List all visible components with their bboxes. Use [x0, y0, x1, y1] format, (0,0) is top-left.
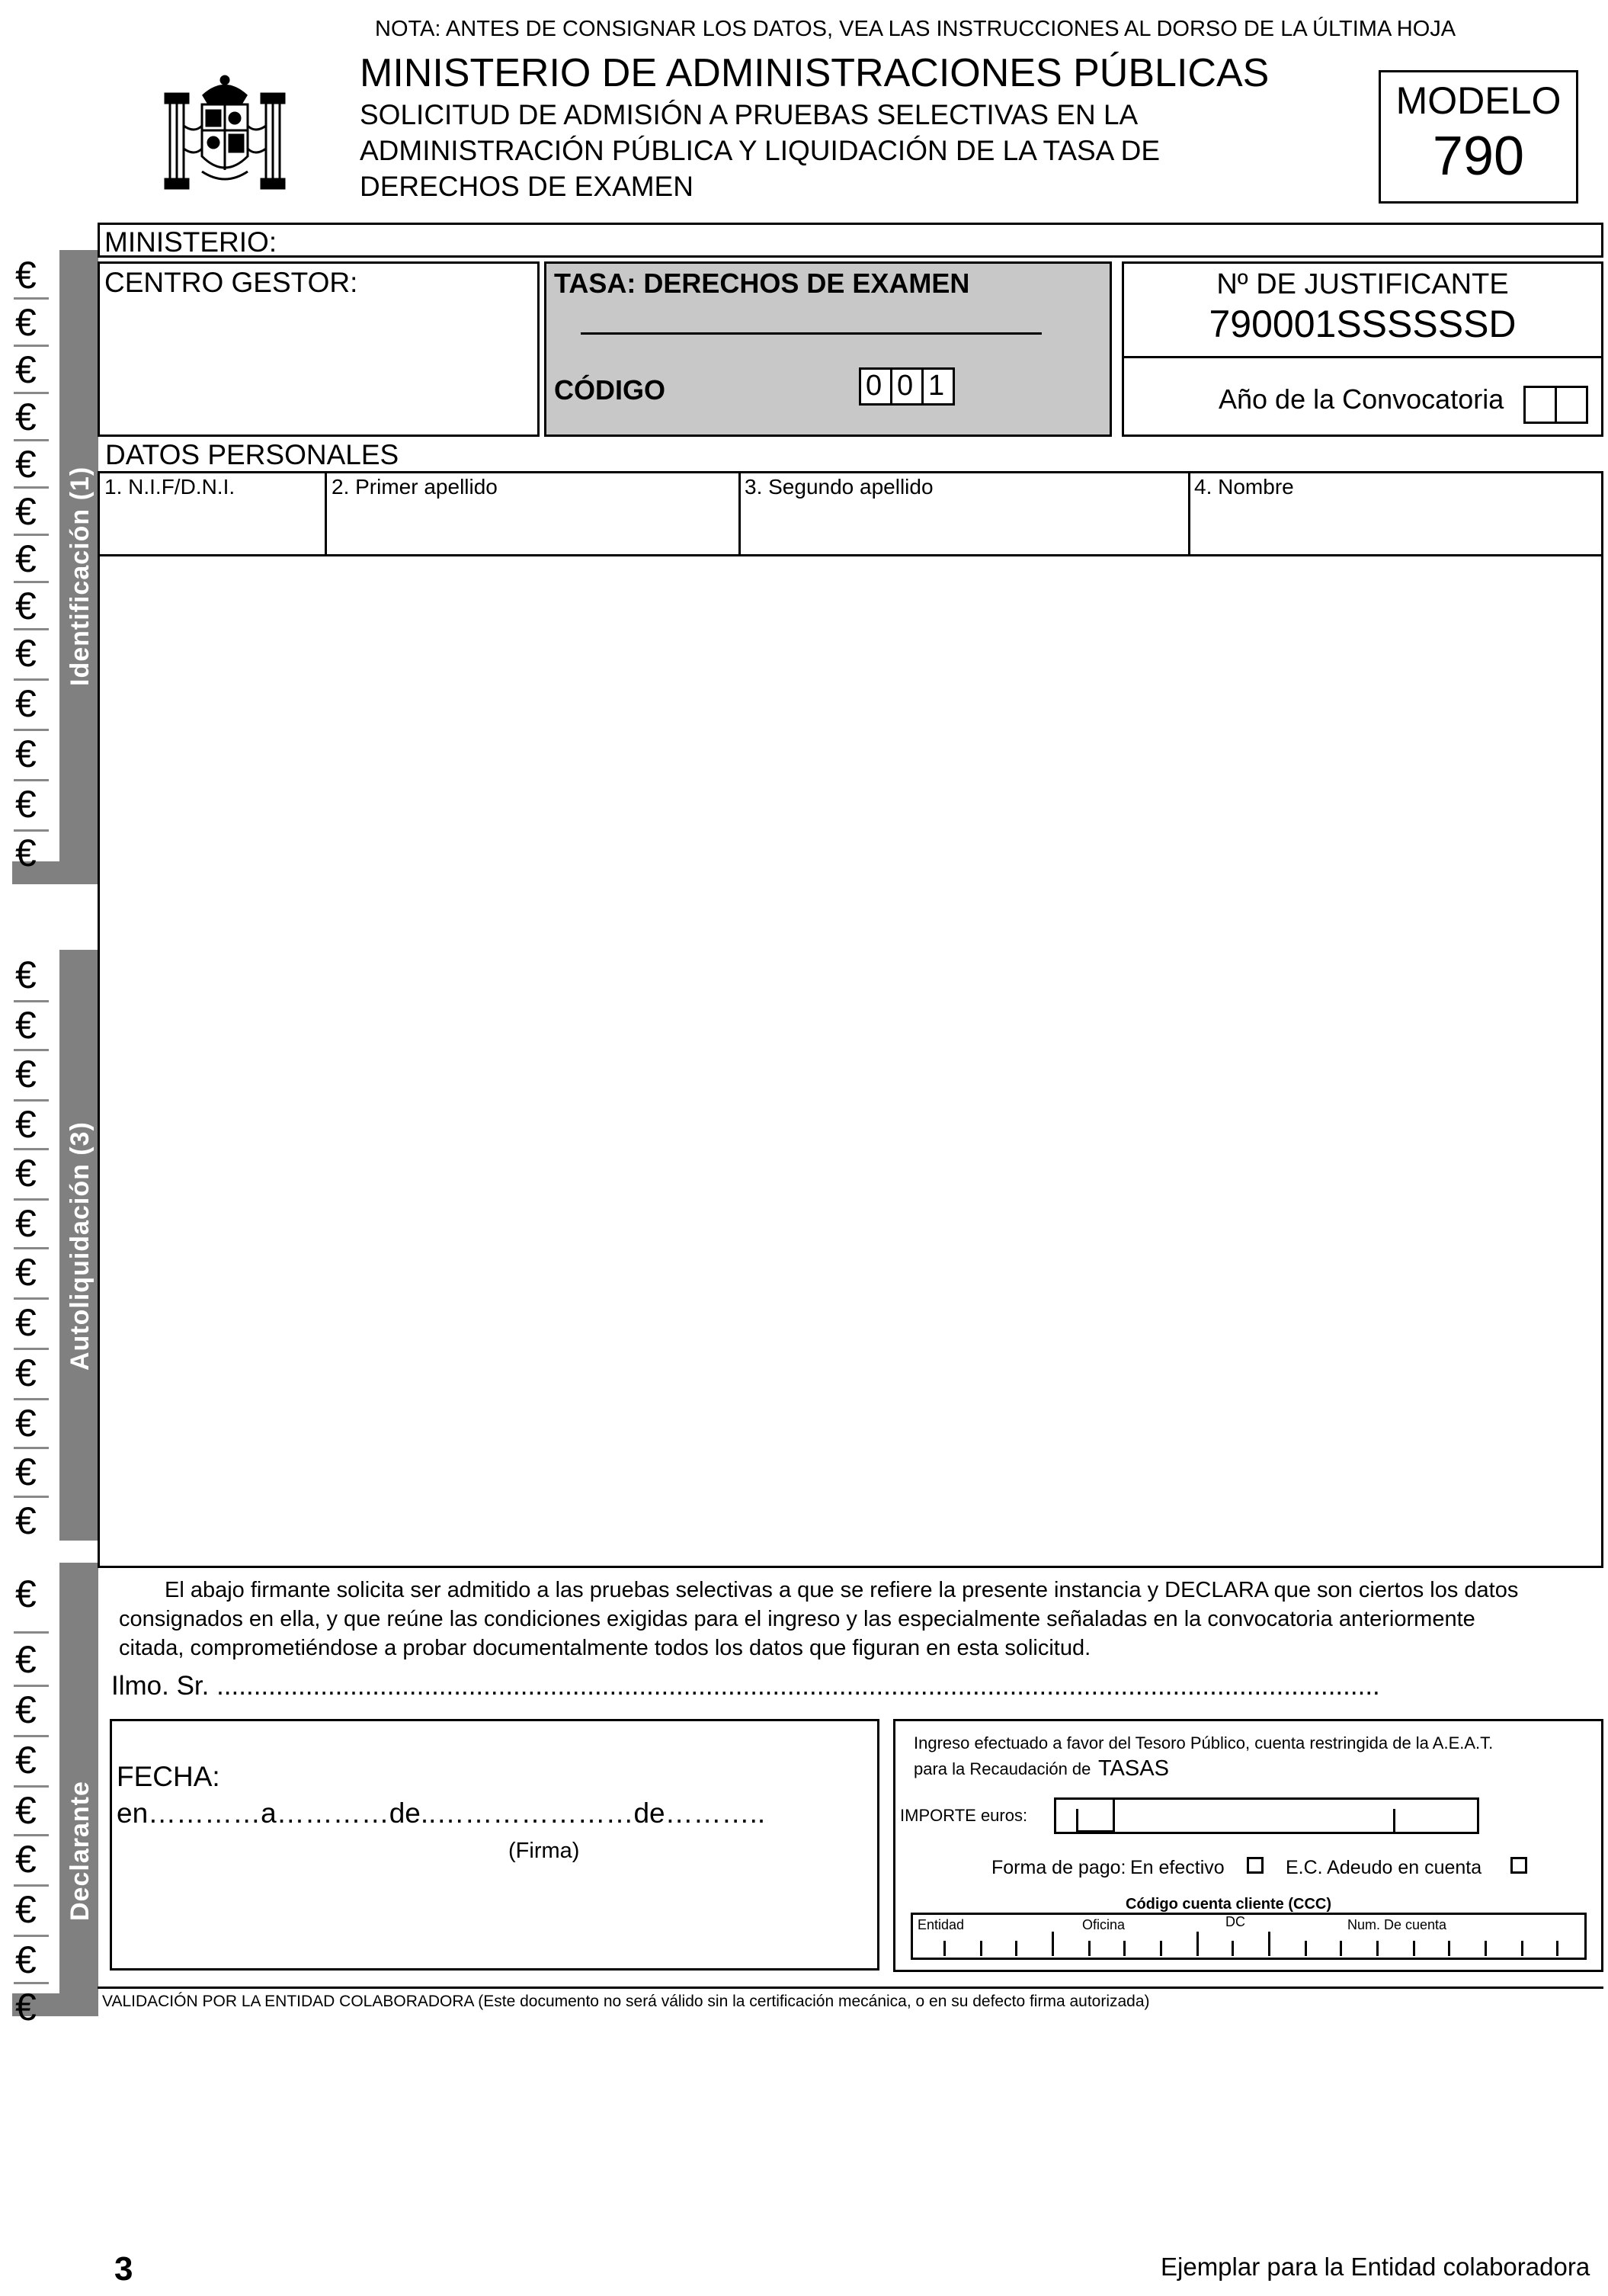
dc-label: DC — [1225, 1914, 1245, 1929]
page-number: 3 — [114, 2250, 133, 2288]
euro-icon: € — [15, 1053, 37, 1095]
anio-digit-box[interactable] — [1555, 386, 1588, 424]
subtitle-line-3: DERECHOS DE EXAMEN — [360, 171, 693, 202]
centro-gestor-field[interactable] — [98, 261, 540, 437]
modelo-label: MODELO — [1395, 79, 1562, 122]
euro-icon: € — [15, 1838, 37, 1881]
adeudo-checkbox[interactable] — [1510, 1857, 1527, 1874]
fecha-line: en…………a…………de..…………………de……….. — [117, 1797, 766, 1829]
nombre-input[interactable] — [1190, 503, 1600, 553]
euro-icon: € — [15, 832, 37, 874]
declaracion-line-1: El abajo firmante solicita ser admitido a las pruebas selectivas a que se refiere la presente instancia y DECLARA que son ciertos los datos — [165, 1578, 1519, 1602]
ingreso-line-2: para la Recaudación de — [914, 1759, 1091, 1778]
ingreso-box — [893, 1719, 1603, 1972]
anio-convocatoria-label: Año de la Convocatoria — [1219, 383, 1504, 415]
euro-icon: € — [15, 1739, 37, 1781]
importe-input[interactable] — [1054, 1797, 1479, 1834]
primer-apellido-label: 2. Primer apellido — [332, 475, 498, 499]
euro-icon: € — [15, 1573, 37, 1615]
codigo-digit: 0 — [897, 370, 914, 402]
euro-icon: € — [15, 490, 37, 533]
nif-label: 1. N.I.F/D.N.I. — [104, 475, 235, 499]
ejemplar-label: Ejemplar para la Entidad colaboradora — [1161, 2253, 1590, 2281]
euro-icon: € — [15, 1499, 37, 1542]
sidebar-label-autoliquidacion: Autoliquidación (3) — [66, 1121, 94, 1371]
euro-icon: € — [15, 1938, 37, 1981]
euro-icon: € — [15, 1103, 37, 1146]
euro-icon: € — [15, 1251, 37, 1294]
centro-gestor-label: CENTRO GESTOR: — [104, 267, 358, 298]
fecha-label: FECHA: — [117, 1761, 220, 1792]
coat-of-arms-emblem — [156, 72, 293, 194]
justificante-divider — [1124, 356, 1601, 358]
fecha-box[interactable] — [110, 1719, 879, 1971]
declaracion-line-2: consignados en ella, y que reúne las condiciones exigidas para el ingreso y las especialmente señaladas en la convocatoria anteriormente — [119, 1607, 1475, 1631]
main-content-area — [98, 554, 1603, 1568]
euro-icon: € — [15, 1202, 37, 1245]
num-cuenta-label: Num. De cuenta — [1347, 1917, 1447, 1932]
nota-text: NOTA: ANTES DE CONSIGNAR LOS DATOS, VEA LAS INSTRUCCIONES AL DORSO DE LA ÚLTIMA HOJA — [375, 17, 1456, 41]
validacion-divider — [98, 1987, 1603, 1989]
codigo-digit-box — [890, 367, 924, 406]
primer-apellido-input[interactable] — [326, 503, 733, 553]
subtitle-line-1: SOLICITUD DE ADMISIÓN A PRUEBAS SELECTIVAS EN LA — [360, 99, 1139, 130]
euro-icon: € — [15, 733, 37, 775]
adeudo-label: E.C. Adeudo en cuenta — [1286, 1857, 1482, 1878]
euro-icon: € — [15, 1352, 37, 1394]
ministerio-field[interactable] — [98, 223, 1603, 258]
tasas-label: TASAS — [1098, 1756, 1169, 1781]
euro-icon: € — [15, 537, 37, 580]
euro-icon: € — [15, 443, 37, 486]
codigo-digit: 0 — [866, 370, 882, 402]
datos-personales-title: DATOS PERSONALES — [105, 439, 399, 470]
tasa-box — [544, 261, 1112, 437]
euro-icon: € — [15, 1152, 37, 1194]
euro-icon: € — [15, 1986, 37, 2028]
tasa-label: TASA: DERECHOS DE EXAMEN — [554, 268, 970, 299]
tasa-underline — [581, 332, 1042, 335]
codigo-digit-box — [921, 367, 955, 406]
ministerio-label: MINISTERIO: — [104, 226, 277, 258]
justificante-number: 790001SSSSSSD — [1209, 303, 1517, 345]
euro-icon: € — [15, 682, 37, 725]
euro-icon: € — [15, 1688, 37, 1731]
importe-label: IMPORTE euros: — [900, 1806, 1028, 1825]
euro-icon: € — [15, 1638, 37, 1681]
euro-icon: € — [15, 301, 37, 344]
nif-input[interactable] — [100, 503, 321, 553]
ministerio-title: MINISTERIO DE ADMINISTRACIONES PÚBLICAS — [360, 51, 1270, 95]
codigo-digit-box — [859, 367, 892, 406]
declaracion-line-3: citada, comprometiéndose a probar documentalmente todos los datos que figuran en esta solicitud. — [119, 1636, 1091, 1660]
justificante-label: Nº DE JUSTIFICANTE — [1216, 268, 1509, 300]
oficina-label: Oficina — [1082, 1917, 1126, 1932]
euro-icon: € — [15, 1789, 37, 1832]
en-efectivo-checkbox[interactable] — [1247, 1857, 1264, 1874]
euro-icon: € — [15, 254, 37, 297]
justificante-box — [1122, 261, 1603, 437]
euro-icon: € — [15, 632, 37, 675]
euro-icon: € — [15, 783, 37, 826]
modelo-box — [1379, 70, 1578, 204]
euro-icon: € — [15, 396, 37, 438]
euro-icon: € — [15, 1301, 37, 1344]
segundo-apellido-label: 3. Segundo apellido — [745, 475, 934, 499]
firma-label: (Firma) — [508, 1839, 580, 1863]
entidad-label: Entidad — [918, 1917, 965, 1932]
sidebar-label-declarante: Declarante — [66, 1781, 94, 1921]
forma-pago-label: Forma de pago: — [991, 1857, 1126, 1878]
euro-icon: € — [15, 1004, 37, 1047]
segundo-apellido-input[interactable] — [739, 503, 1184, 553]
modelo-number: 790 — [1432, 126, 1525, 187]
nombre-label: 4. Nombre — [1194, 475, 1294, 499]
sidebar-label-identificacion: Identificación (1) — [66, 466, 94, 686]
validacion-text: VALIDACIÓN POR LA ENTIDAD COLABORADORA (Este documento no será válido sin la certificación mecánica, o en su defecto firma autorizada) — [102, 1993, 1150, 2010]
ilmo-line: Ilmo. Sr. ............................................................................................................................................................. — [111, 1671, 1380, 1701]
codigo-label: CÓDIGO — [554, 374, 666, 406]
codigo-digit: 1 — [928, 370, 945, 402]
euro-icon: € — [15, 1888, 37, 1931]
ccc-input[interactable] — [911, 1913, 1587, 1960]
euro-icon: € — [15, 585, 37, 627]
euro-icon: € — [15, 1451, 37, 1493]
ingreso-line-1: Ingreso efectuado a favor del Tesoro Público, cuenta restringida de la A.E.A.T. — [914, 1733, 1494, 1752]
en-efectivo-label: En efectivo — [1130, 1857, 1225, 1878]
subtitle-line-2: ADMINISTRACIÓN PÚBLICA Y LIQUIDACIÓN DE LA TASA DE — [360, 135, 1161, 166]
anio-digit-box[interactable] — [1523, 386, 1557, 424]
euro-icon: € — [15, 348, 37, 391]
ccc-title: Código cuenta cliente (CCC) — [1126, 1896, 1332, 1913]
euro-icon: € — [15, 954, 37, 996]
euro-icon: € — [15, 1402, 37, 1445]
